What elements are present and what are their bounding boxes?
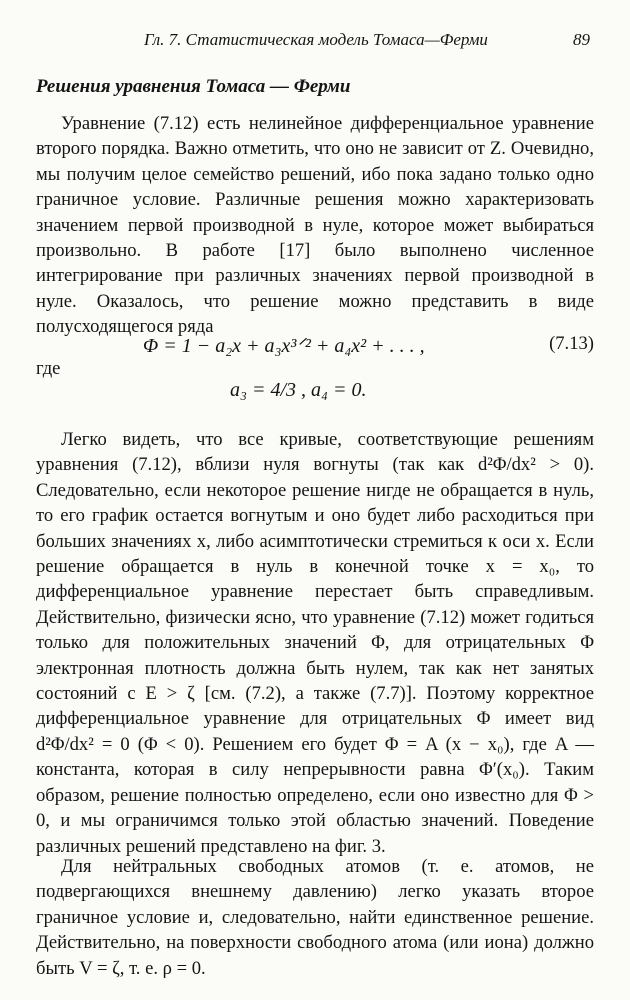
paragraph-3: Для нейтральных свободных атомов (т. е. атомов, не подвергающихся внешнему давлению) легко указать второе граничное условие и, следовательно, найти единственное решение. Действительно, на поверхности свободного атома (или иона) должно быть V = ζ, т. е. ρ = 0. — [36, 856, 594, 979]
section-title: Решения уравнения Томаса — Ферми — [36, 76, 351, 97]
coefficients-expression: a₃ = 4/3 , a₄ = 0. — [230, 379, 367, 401]
equation-number: (7.13) — [549, 333, 594, 354]
where-label: где — [36, 358, 61, 379]
paragraph-1: Уравнение (7.12) есть нелинейное дифференциальное уравнение второго порядка. Важно отметить, что оно не зависит от Z. Очевидно, мы получим целое семейство решений, ибо пока задано только одно граничное условие. Различные решения можно характеризовать значением первой производной в нуле, которое может выбираться произвольно. В работе [17] было выполнено численное интегрирование при различных значениях первой производной в нуле. Оказалось, что решение можно представить в виде полусходящегося ряда — [36, 113, 594, 338]
paragraph-2: Легко видеть, что все кривые, соответствующие решениям уравнения (7.12), вблизи нуля вогнуты (так как d²Φ/dx² > 0). Следовательно, если некоторое решение нигде не обращается в нуль, то его график остается вогнутым и оно будет либо расходиться при больших значениях x, либо асимптотически стремиться к оси x. Если решение обращается в нуль в конечной точке x = x₀, то дифференциальное уравнение перестает быть справедливым. Действительно, физически ясно, что уравнение (7.12) может годиться только для положительных значений Φ, для отрицательных Φ электронная плотность должна быть нулем, так как нет занятых состояний с E > ζ [см. (7.2), а также (7.7)]. Поэтому корректное дифференциальное уравнение для отрицательных Φ имеет вид d²Φ/dx² = 0 (Φ < 0). Решением его будет Φ = A (x − x₀), где A — константа, которая в силу непрерывности равна Φ′(x₀). Таким образом, решение полностью определено, если оно известно для Φ > 0, и мы ограничимся только этой областью значений. Поведение различных решений представлено на фиг. 3. — [36, 429, 594, 857]
running-head: Гл. 7. Статистическая модель Томаса—Ферми — [144, 30, 488, 49]
equation-7-13-expression: Φ = 1 − a₂x + a₃x³ᐟ² + a₄x² + . . . , — [143, 335, 425, 357]
page-header — [40, 30, 590, 56]
page-number: 89 — [573, 30, 590, 49]
